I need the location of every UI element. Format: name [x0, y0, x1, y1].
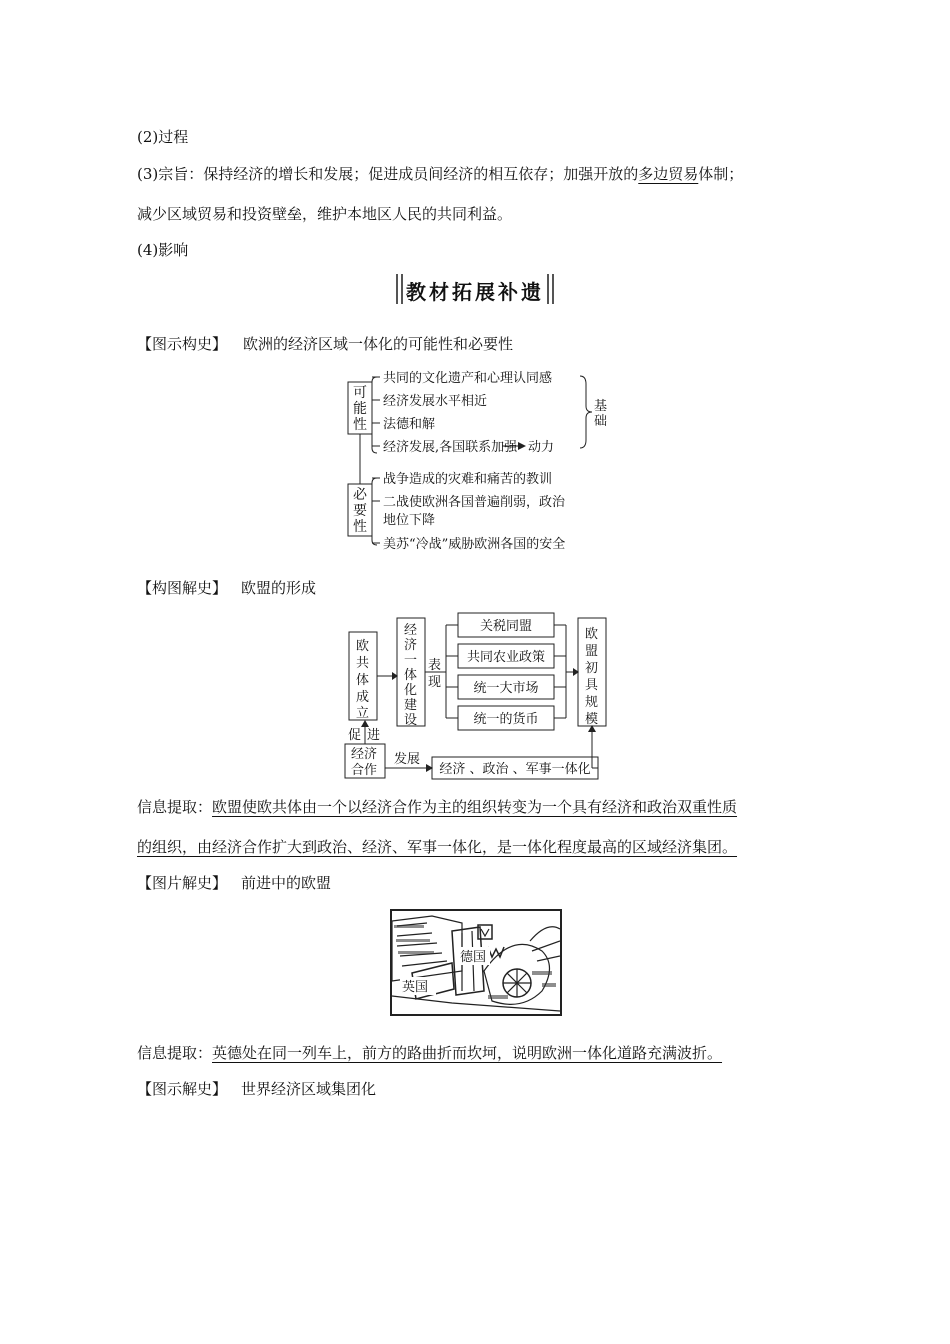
- necessity-item: 美苏“冷战”威胁欧洲各国的安全: [383, 537, 566, 552]
- label-germany: 德国: [460, 950, 487, 965]
- section-tag: 【图示构史】: [137, 335, 228, 353]
- info-text-line-2: 的组织，由经济合作扩大到政治、经济、军事一体化，是一体化程度最高的区域经济集团。: [137, 838, 738, 856]
- cartoon-drawing: [392, 911, 560, 1014]
- possibility-char: 可: [353, 385, 367, 401]
- multilateral-trade: 多边贸易: [638, 165, 699, 183]
- eu-char: 欧: [585, 627, 599, 642]
- section-banner: [394, 272, 556, 306]
- section-title: 前进中的欧盟: [241, 874, 332, 892]
- necessity-char: 性: [353, 519, 367, 535]
- section-tag: 【构图解史】: [137, 579, 228, 597]
- motive-label: 动力: [528, 440, 555, 455]
- eu-char: 具: [585, 678, 599, 693]
- eu-char: 初: [585, 661, 599, 676]
- possibility-item: 经济发展,各国联系加强: [383, 440, 518, 455]
- eu-formation-diagram: [340, 610, 615, 786]
- ec-char: 欧: [356, 639, 370, 654]
- possibility-item: 经济发展水平相近: [383, 394, 488, 409]
- eu-char: 规: [585, 695, 599, 710]
- necessity-brace: [372, 478, 377, 545]
- info-label: 信息提取：: [137, 1044, 213, 1062]
- single-market: 统一大市场: [473, 681, 539, 696]
- purpose-text-end: 体制；: [698, 165, 744, 183]
- eu-char: 盟: [585, 644, 599, 659]
- process-line: (2)过程: [137, 128, 189, 146]
- section-tag: 【图示解史】: [137, 1080, 228, 1098]
- section-title: 世界经济区域集团化: [241, 1080, 377, 1098]
- build-char: 济: [404, 638, 418, 653]
- info-extract-2: [137, 1043, 722, 1063]
- necessity-item: 地位下降: [383, 513, 436, 528]
- section-heading-2: [137, 578, 316, 598]
- banner-title: 教材拓展补遗: [406, 280, 544, 304]
- possibility-char: 能: [353, 401, 367, 417]
- necessity-char: 要: [353, 503, 367, 519]
- section-heading-3: [137, 873, 331, 893]
- show-char: 表: [428, 658, 442, 673]
- ec-char: 共: [356, 656, 370, 671]
- section-title: 欧洲的经济区域一体化的可能性和必要性: [243, 335, 514, 353]
- coop-text: 合作: [351, 763, 378, 778]
- coop-text: 经济: [351, 747, 378, 762]
- info-text: 欧盟使欧共体由一个以经济合作为主的组织转变为一个具有经济和政治双重性质: [212, 798, 738, 816]
- purpose-text: (3)宗旨：保持经济的增长和发展；促进成员间经济的相互依存；加强开放的: [137, 165, 639, 183]
- build-char: 一: [404, 653, 418, 668]
- ec-char: 体: [356, 673, 370, 688]
- show-char: 现: [428, 675, 442, 690]
- necessity-char: 必: [353, 487, 367, 503]
- build-char: 化: [404, 683, 418, 698]
- label-britain: 英国: [402, 980, 429, 995]
- possibility-item: 共同的文化遗产和心理认同感: [383, 371, 553, 386]
- possibility-necessity-diagram: [340, 362, 610, 556]
- necessity-item: 二战使欧洲各国普遍削弱，政治: [383, 495, 566, 510]
- common-agricultural-policy: 共同农业政策: [466, 650, 546, 665]
- build-char: 体: [404, 668, 418, 683]
- info-extract-1: [137, 797, 737, 817]
- ec-char: 立: [356, 706, 370, 721]
- info-text: 英德处在同一列车上，前方的路曲折而坎坷，说明欧洲一体化道路充满波折。: [212, 1044, 723, 1062]
- section-title: 欧盟的形成: [241, 579, 317, 597]
- build-char: 设: [404, 713, 418, 728]
- build-char: 经: [404, 623, 418, 638]
- purpose-line: [137, 164, 743, 184]
- build-char: 建: [404, 698, 418, 713]
- integration-label: 经济 、政治 、军事一体化: [439, 762, 591, 777]
- base-brace: [580, 376, 592, 448]
- customs-union: 关税同盟: [479, 619, 533, 634]
- promote-char: 进: [367, 728, 381, 743]
- arrow-head: [518, 442, 526, 450]
- section-heading-1: [137, 334, 513, 354]
- necessity-item: 战争造成的灾难和痛苦的教训: [383, 472, 553, 487]
- eu-cartoon-image: [390, 909, 562, 1016]
- possibility-brace: [372, 377, 377, 453]
- purpose-line-2: 减少区域贸易和投资壁垒，维护本地区人民的共同利益。: [137, 205, 513, 223]
- section-heading-4: [137, 1079, 376, 1099]
- section-tag: 【图片解史】: [137, 874, 228, 892]
- possibility-char: 性: [353, 417, 367, 433]
- influence-line: (4)影响: [137, 241, 189, 259]
- info-label: 信息提取：: [137, 798, 213, 816]
- possibility-item: 法德和解: [383, 417, 436, 432]
- ec-char: 成: [356, 690, 370, 705]
- promote-char: 促: [348, 728, 362, 743]
- base-char: 础: [594, 414, 608, 429]
- develop-label: 发展: [394, 752, 421, 767]
- single-currency: 统一的货币: [473, 712, 539, 727]
- base-char: 基: [594, 399, 608, 414]
- eu-char: 模: [585, 712, 599, 727]
